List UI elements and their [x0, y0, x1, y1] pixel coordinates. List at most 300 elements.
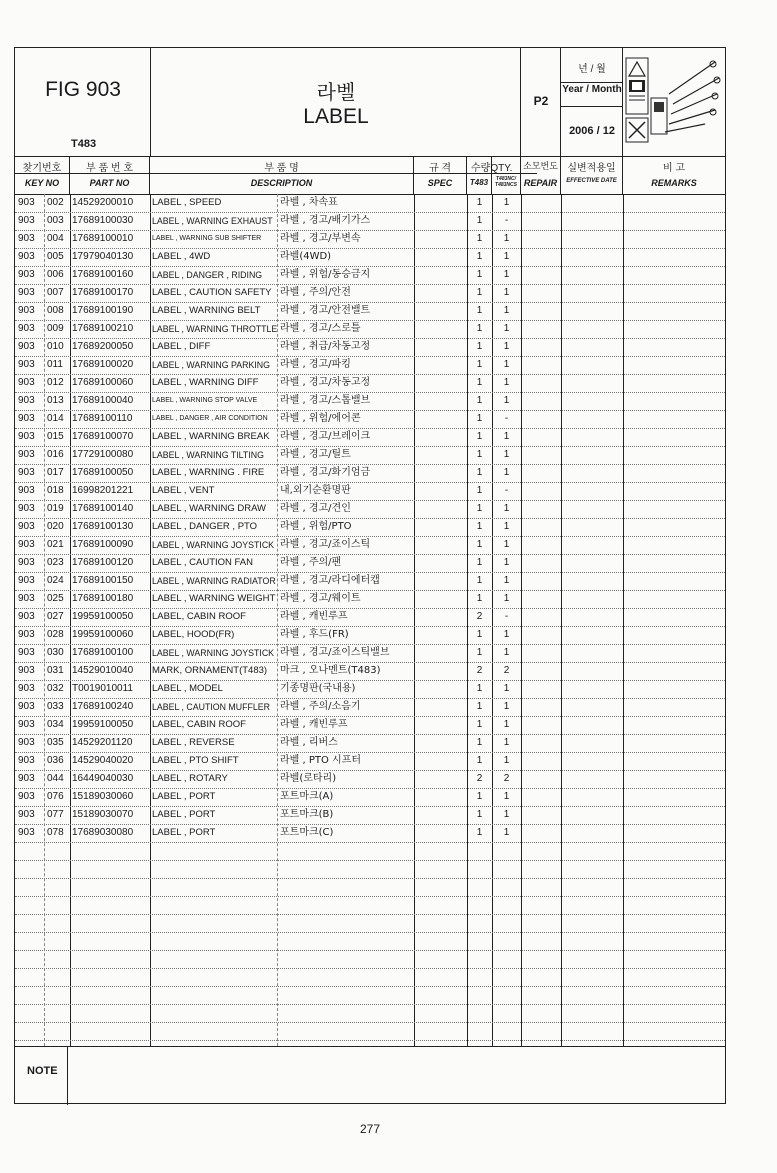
cell-desc-ko: 라벨 , 경고/견인	[280, 503, 351, 514]
cell-key: 005	[47, 251, 64, 262]
cell-desc-ko: 포트마크(A)	[280, 791, 334, 802]
cell-fig: 903	[18, 773, 35, 784]
cell-part: 19959100060	[72, 629, 134, 640]
cell-fig: 903	[18, 323, 35, 334]
cell-q2: 2	[503, 665, 510, 676]
cell-desc-ko: 라벨 , 경고/스톱밸브	[280, 395, 371, 406]
cell-key: 019	[47, 503, 64, 514]
cell-q1: 1	[476, 755, 483, 766]
cell-part: 17689100030	[72, 215, 134, 226]
cell-desc-en: LABEL , DANGER , AIR CONDITION	[152, 415, 268, 422]
cell-q2: 1	[503, 755, 510, 766]
cell-desc-ko: 라벨 , 주의/팬	[280, 557, 342, 568]
cell-desc-en: LABEL , WARNING EXHAUST	[152, 216, 273, 226]
column-headers	[15, 156, 725, 195]
cell-q2: 1	[503, 737, 510, 748]
cell-desc-en: LABEL , WARNING DIFF	[152, 377, 259, 388]
cell-fig: 903	[18, 611, 35, 622]
col-key-no-ko: 찾기번호	[22, 163, 62, 174]
cell-key: 077	[47, 809, 64, 820]
cell-key: 009	[47, 323, 64, 334]
cell-q2: 1	[503, 287, 510, 298]
cell-fig: 903	[18, 575, 35, 586]
cell-fig: 903	[18, 485, 35, 496]
cell-key: 030	[47, 647, 64, 658]
col-repair-en: REPAIR	[523, 178, 558, 188]
cell-q1: 1	[476, 395, 483, 406]
cell-key: 007	[47, 287, 64, 298]
cell-q2: 1	[503, 593, 510, 604]
cell-q2: 1	[503, 377, 510, 388]
cell-key: 035	[47, 737, 64, 748]
cell-key: 002	[47, 197, 64, 208]
cell-fig: 903	[18, 719, 35, 730]
page-code: P2	[533, 94, 549, 108]
col-qty-t483nc-en: T483NC/ T483NCS	[495, 176, 517, 188]
cell-q1: 1	[476, 791, 483, 802]
cell-part: 17689100070	[72, 431, 134, 442]
cell-part: 17689100160	[72, 269, 134, 280]
col-qty-ko: 수량QTY.	[471, 163, 513, 174]
cell-key: 017	[47, 467, 64, 478]
cell-part: 19959100050	[72, 719, 134, 730]
col-remarks-ko: 비 고	[662, 163, 686, 174]
cell-q1: 1	[476, 647, 483, 658]
cell-q1: 1	[476, 467, 483, 478]
cell-desc-en: LABEL , WARNING WEIGHT	[152, 593, 276, 604]
table-row	[15, 932, 725, 951]
cell-q2: -	[504, 215, 509, 226]
cell-q2: 1	[503, 305, 510, 316]
col-remarks-en: REMARKS	[651, 178, 697, 188]
cell-fig: 903	[18, 287, 35, 298]
table-row	[15, 716, 725, 735]
cell-fig: 903	[18, 629, 35, 640]
year-month-korean: 년 / 월	[561, 60, 623, 83]
cell-part: 17689100140	[72, 503, 134, 514]
cell-desc-ko: 라벨 , 후드(FR)	[280, 629, 349, 640]
cell-part: 17689200050	[72, 341, 134, 352]
cell-fig: 903	[18, 269, 35, 280]
cell-q2: 1	[503, 449, 510, 460]
cell-fig: 903	[18, 737, 35, 748]
cell-q2: 1	[503, 647, 510, 658]
cell-desc-en: LABEL , WARNING PARKING	[152, 360, 270, 370]
cell-desc-ko: 라벨 , 캐빈루프	[280, 611, 348, 622]
cell-fig: 903	[18, 413, 35, 424]
cell-desc-ko: 라벨 , 경고/죠이스틱	[280, 539, 371, 550]
cell-q1: 1	[476, 305, 483, 316]
cell-q2: 1	[503, 269, 510, 280]
table-row	[15, 680, 725, 699]
cell-desc-en: LABEL , WARNING JOYSTICK	[152, 540, 275, 550]
cell-q2: 1	[503, 359, 510, 370]
cell-q1: 1	[476, 431, 483, 442]
cell-key: 015	[47, 431, 64, 442]
table-row	[15, 1004, 725, 1023]
warning-label-illustration-icon	[625, 54, 723, 150]
col-qty-t483-en: T483	[469, 178, 489, 187]
logo-cell	[623, 48, 725, 156]
table-row	[15, 518, 725, 537]
table-row	[15, 662, 725, 681]
cell-q2: 1	[503, 791, 510, 802]
cell-desc-en: LABEL , CAUTION FAN	[152, 557, 254, 568]
year-month-cell	[561, 48, 623, 156]
cell-desc-ko: 라벨 , 경고/파킹	[280, 359, 351, 370]
cell-q2: 1	[503, 539, 510, 550]
cell-desc-en: LABEL , CAUTION MUFFLER	[152, 702, 270, 712]
cell-desc-ko: 라벨 , 위험/동승금지	[280, 269, 371, 280]
cell-part: 19959100050	[72, 611, 134, 622]
cell-key: 013	[47, 395, 64, 406]
cell-desc-en: LABEL , WARNING SUB SHIFTER	[152, 235, 262, 242]
cell-key: 024	[47, 575, 64, 586]
cell-desc-ko: 라벨 , 경고/부변속	[280, 233, 361, 244]
cell-desc-en: LABEL , PORT	[152, 827, 216, 838]
cell-key: 023	[47, 557, 64, 568]
cell-q1: 1	[476, 521, 483, 532]
cell-key: 008	[47, 305, 64, 316]
cell-part: 17729100080	[72, 449, 134, 460]
cell-q1: 1	[476, 341, 483, 352]
cell-fig: 903	[18, 449, 35, 460]
cell-q1: 1	[476, 593, 483, 604]
cell-q1: 1	[476, 557, 483, 568]
cell-q2: 1	[503, 719, 510, 730]
table-row	[15, 464, 725, 483]
col-repair-ko: 소모번도	[523, 161, 558, 171]
cell-key: 036	[47, 755, 64, 766]
cell-part: 17689100120	[72, 557, 134, 568]
table-row	[15, 806, 725, 825]
cell-key: 011	[47, 359, 63, 370]
col-spec-ko: 규 격	[428, 163, 452, 174]
table-row	[15, 644, 725, 663]
cell-q2: 1	[503, 827, 510, 838]
table-row	[15, 626, 725, 645]
cell-q1: 1	[476, 629, 483, 640]
cell-key: 018	[47, 485, 64, 496]
cell-fig: 903	[18, 791, 35, 802]
cell-desc-en: LABEL , WARNING RADIATOR	[152, 576, 276, 586]
table-row	[15, 554, 725, 573]
cell-fig: 903	[18, 701, 35, 712]
col-qty-t483nc	[492, 156, 521, 194]
cell-desc-ko: 포트마크(C)	[280, 827, 334, 838]
cell-part: 17689100100	[72, 647, 134, 658]
cell-part: 17689100020	[72, 359, 134, 370]
cell-key: 076	[47, 791, 64, 802]
cell-part: 14529201120	[72, 737, 133, 748]
cell-desc-ko: 라벨 , 경고/안전밸트	[280, 305, 371, 316]
cell-desc-en: LABEL , CAUTION SAFETY	[152, 287, 272, 298]
cell-q2: 1	[503, 323, 510, 334]
table-row	[15, 914, 725, 933]
cell-q2: 1	[503, 197, 510, 208]
cell-part: 17689100060	[72, 377, 134, 388]
cell-desc-en: MARK, ORNAMENT(T483)	[152, 665, 268, 676]
col-key-no-en: KEY NO	[24, 178, 60, 188]
cell-fig: 903	[18, 665, 35, 676]
year-month-english: Year / Month	[562, 84, 622, 95]
cell-desc-ko: 라벨(로타리)	[280, 773, 337, 784]
cell-q1: 1	[476, 287, 483, 298]
col-description-en: DESCRIPTION	[250, 178, 313, 188]
cell-fig: 903	[18, 197, 35, 208]
cell-q2: 1	[503, 575, 510, 586]
cell-key: 032	[47, 683, 64, 694]
cell-q1: 1	[476, 269, 483, 280]
cell-part: 15189030070	[72, 809, 134, 820]
cell-part: 17689100190	[72, 305, 134, 316]
table-row	[15, 320, 725, 339]
cell-desc-en: LABEL, CABIN ROOF	[152, 611, 246, 622]
cell-key: 021	[47, 539, 64, 550]
cell-fig: 903	[18, 305, 35, 316]
cell-q1: 2	[476, 773, 483, 784]
cell-fig: 903	[18, 557, 35, 568]
cell-fig: 903	[18, 593, 35, 604]
cell-fig: 903	[18, 251, 35, 262]
cell-desc-ko: 라벨(4WD)	[280, 251, 332, 262]
cell-desc-en: LABEL , WARNING STOP VALVE	[152, 397, 258, 404]
page-number: 277	[359, 1122, 381, 1136]
cell-key: 031	[47, 665, 64, 676]
cell-part: 17689030080	[72, 827, 134, 838]
cell-desc-ko: 라벨 , 위험/PTO	[280, 521, 352, 532]
cell-desc-en: LABEL , DANGER , RIDING	[152, 270, 263, 280]
cell-key: 044	[47, 773, 64, 784]
table-row	[15, 734, 725, 753]
cell-fig: 903	[18, 467, 35, 478]
cell-desc-en: LABEL, CABIN ROOF	[152, 719, 246, 730]
cell-key: 006	[47, 269, 64, 280]
col-description	[150, 156, 414, 194]
cell-key: 012	[47, 377, 64, 388]
cell-desc-en: LABEL , WARNING BREAK	[152, 431, 270, 442]
cell-q1: 1	[476, 809, 483, 820]
col-effective-date	[561, 156, 623, 194]
cell-desc-en: LABEL , 4WD	[152, 251, 211, 262]
table-row	[15, 194, 725, 213]
cell-q1: 1	[476, 359, 483, 370]
table-row	[15, 842, 725, 861]
table-row	[15, 824, 725, 843]
col-part-no-ko: 부 품 번 호	[86, 163, 133, 174]
cell-fig: 903	[18, 539, 35, 550]
cell-q2: 1	[503, 251, 510, 262]
cell-part: 17689100010	[72, 233, 134, 244]
cell-desc-ko: 라벨 , 경고/배기가스	[280, 215, 371, 226]
cell-part: 17689100040	[72, 395, 134, 406]
cell-desc-en: LABEL , DANGER , PTO	[152, 521, 258, 532]
table-row	[15, 698, 725, 717]
cell-desc-en: LABEL , MODEL	[152, 683, 223, 694]
table-row	[15, 608, 725, 627]
cell-q1: 1	[476, 539, 483, 550]
parts-sheet	[14, 47, 726, 1104]
cell-desc-ko: 마크 , 오나멘트(T483)	[280, 665, 381, 676]
table-row	[15, 338, 725, 357]
cell-fig: 903	[18, 683, 35, 694]
cell-fig: 903	[18, 827, 35, 838]
cell-key: 020	[47, 521, 64, 532]
table-row	[15, 536, 725, 555]
table-row	[15, 284, 725, 303]
col-effective-date-ko: 실변적용일	[567, 163, 616, 174]
col-description-ko: 부 품 명	[264, 163, 299, 174]
cell-part: 14529200010	[72, 197, 134, 208]
cell-key: 004	[47, 233, 64, 244]
figure-title: FIG 903	[45, 78, 121, 101]
cell-q2: 1	[503, 683, 510, 694]
col-spec	[414, 156, 467, 194]
cell-key: 003	[47, 215, 64, 226]
title-korean: 라벨	[316, 80, 356, 104]
cell-part: 17689100240	[72, 701, 134, 712]
col-remarks	[623, 156, 725, 194]
cell-q2: 1	[503, 701, 510, 712]
cell-desc-en: LABEL , PORT	[152, 791, 216, 802]
cell-desc-ko: 라벨 , 경고/스로틀	[280, 323, 361, 334]
cell-q1: 1	[476, 377, 483, 388]
cell-q1: 1	[476, 575, 483, 586]
model-name: T483	[71, 138, 97, 150]
cell-part: 17689100170	[72, 287, 134, 298]
cell-desc-ko: 기종명판(국내용)	[280, 683, 356, 694]
sheet-header	[15, 48, 725, 157]
cell-desc-ko: 라벨 , 경고/라디에터캡	[280, 575, 380, 586]
cell-q1: 1	[476, 449, 483, 460]
title-english: LABEL	[303, 105, 369, 128]
table-row	[15, 392, 725, 411]
table-row	[15, 428, 725, 447]
cell-desc-en: LABEL , WARNING . FIRE	[152, 467, 265, 478]
page-code-cell	[521, 48, 561, 156]
table-row	[15, 770, 725, 789]
cell-q2: 1	[503, 503, 510, 514]
cell-fig: 903	[18, 341, 35, 352]
table-row	[15, 572, 725, 591]
cell-q1: 1	[476, 413, 483, 424]
cell-part: 14529010040	[72, 665, 134, 676]
cell-part: 17689100050	[72, 467, 134, 478]
cell-q2: 1	[503, 629, 510, 640]
table-row	[15, 248, 725, 267]
cell-q2: 1	[503, 557, 510, 568]
cell-q2: 1	[503, 431, 510, 442]
cell-fig: 903	[18, 395, 35, 406]
cell-part: 17689100090	[72, 539, 134, 550]
cell-q1: 1	[476, 485, 483, 496]
cell-key: 010	[47, 341, 64, 352]
table-row	[15, 356, 725, 375]
col-effective-date-en: EFFECTIVE DATE	[566, 178, 617, 184]
cell-fig: 903	[18, 809, 35, 820]
cell-fig: 903	[18, 431, 35, 442]
cell-q1: 1	[476, 737, 483, 748]
table-row	[15, 266, 725, 285]
table-row	[15, 374, 725, 393]
cell-q2: 1	[503, 233, 510, 244]
cell-q1: 1	[476, 503, 483, 514]
cell-desc-en: LABEL , WARNING BELT	[152, 305, 261, 316]
cell-part: T0019010011	[72, 683, 133, 694]
table-row	[15, 986, 725, 1005]
cell-q1: 1	[476, 827, 483, 838]
col-part-no	[70, 156, 150, 194]
cell-desc-en: LABEL , WARNING JOYSTICK	[152, 648, 275, 658]
cell-q1: 1	[476, 233, 483, 244]
table-row	[15, 590, 725, 609]
cell-desc-en: LABEL , WARNING THROTTLE	[152, 324, 277, 334]
cell-q1: 1	[476, 719, 483, 730]
cell-desc-ko: 라벨 , 차속표	[280, 197, 338, 208]
col-key-no	[15, 156, 70, 194]
cell-desc-en: LABEL , DIFF	[152, 341, 211, 352]
cell-q2: 1	[503, 521, 510, 532]
cell-part: 16449040030	[72, 773, 134, 784]
cell-desc-en: LABEL , PTO SHIFT	[152, 755, 239, 766]
cell-key: 014	[47, 413, 64, 424]
cell-q2: -	[504, 485, 509, 496]
cell-key: 033	[47, 701, 64, 712]
cell-desc-ko: 라벨 , 캐빈루프	[280, 719, 348, 730]
cell-desc-en: LABEL , ROTARY	[152, 773, 228, 784]
table-row	[15, 968, 725, 987]
cell-desc-ko: 라벨 , 경고/화기엄금	[280, 467, 371, 478]
cell-desc-ko: 라벨 , 취급/차동고정	[280, 341, 371, 352]
cell-key: 027	[47, 611, 64, 622]
table-row	[15, 482, 725, 501]
table-row	[15, 1022, 725, 1041]
cell-part: 17979040130	[72, 251, 134, 262]
table-row	[15, 860, 725, 879]
table-row	[15, 230, 725, 249]
cell-part: 17689100130	[72, 521, 134, 532]
cell-desc-en: LABEL , WARNING TILTING	[152, 450, 264, 460]
cell-q2: -	[504, 611, 509, 622]
cell-desc-ko: 라벨 , 리버스	[280, 737, 338, 748]
cell-desc-ko: 라벨 , 주의/소음기	[280, 701, 361, 712]
cell-fig: 903	[18, 755, 35, 766]
table-row	[15, 446, 725, 465]
cell-q1: 2	[476, 665, 483, 676]
cell-q1: 2	[476, 611, 483, 622]
cell-q1: 1	[476, 251, 483, 262]
table-row	[15, 752, 725, 771]
cell-q1: 1	[476, 197, 483, 208]
figure-cell	[15, 48, 151, 156]
cell-part: 14529040020	[72, 755, 134, 766]
cell-q2: -	[504, 413, 509, 424]
cell-q2: 1	[503, 809, 510, 820]
cell-desc-ko: 라벨 , 경고/웨이트	[280, 593, 361, 604]
cell-desc-en: LABEL , SPEED	[152, 197, 222, 208]
table-row	[15, 302, 725, 321]
cell-fig: 903	[18, 359, 35, 370]
cell-part: 16998201221	[72, 485, 134, 496]
cell-desc-en: LABEL , VENT	[152, 485, 215, 496]
cell-fig: 903	[18, 503, 35, 514]
cell-desc-ko: 라벨 , PTO 시프터	[280, 755, 362, 766]
cell-part: 17689100210	[72, 323, 134, 334]
cell-fig: 903	[18, 215, 35, 226]
table-row	[15, 788, 725, 807]
cell-fig: 903	[18, 647, 35, 658]
cell-desc-ko: 라벨 , 위험/에어콘	[280, 413, 361, 424]
